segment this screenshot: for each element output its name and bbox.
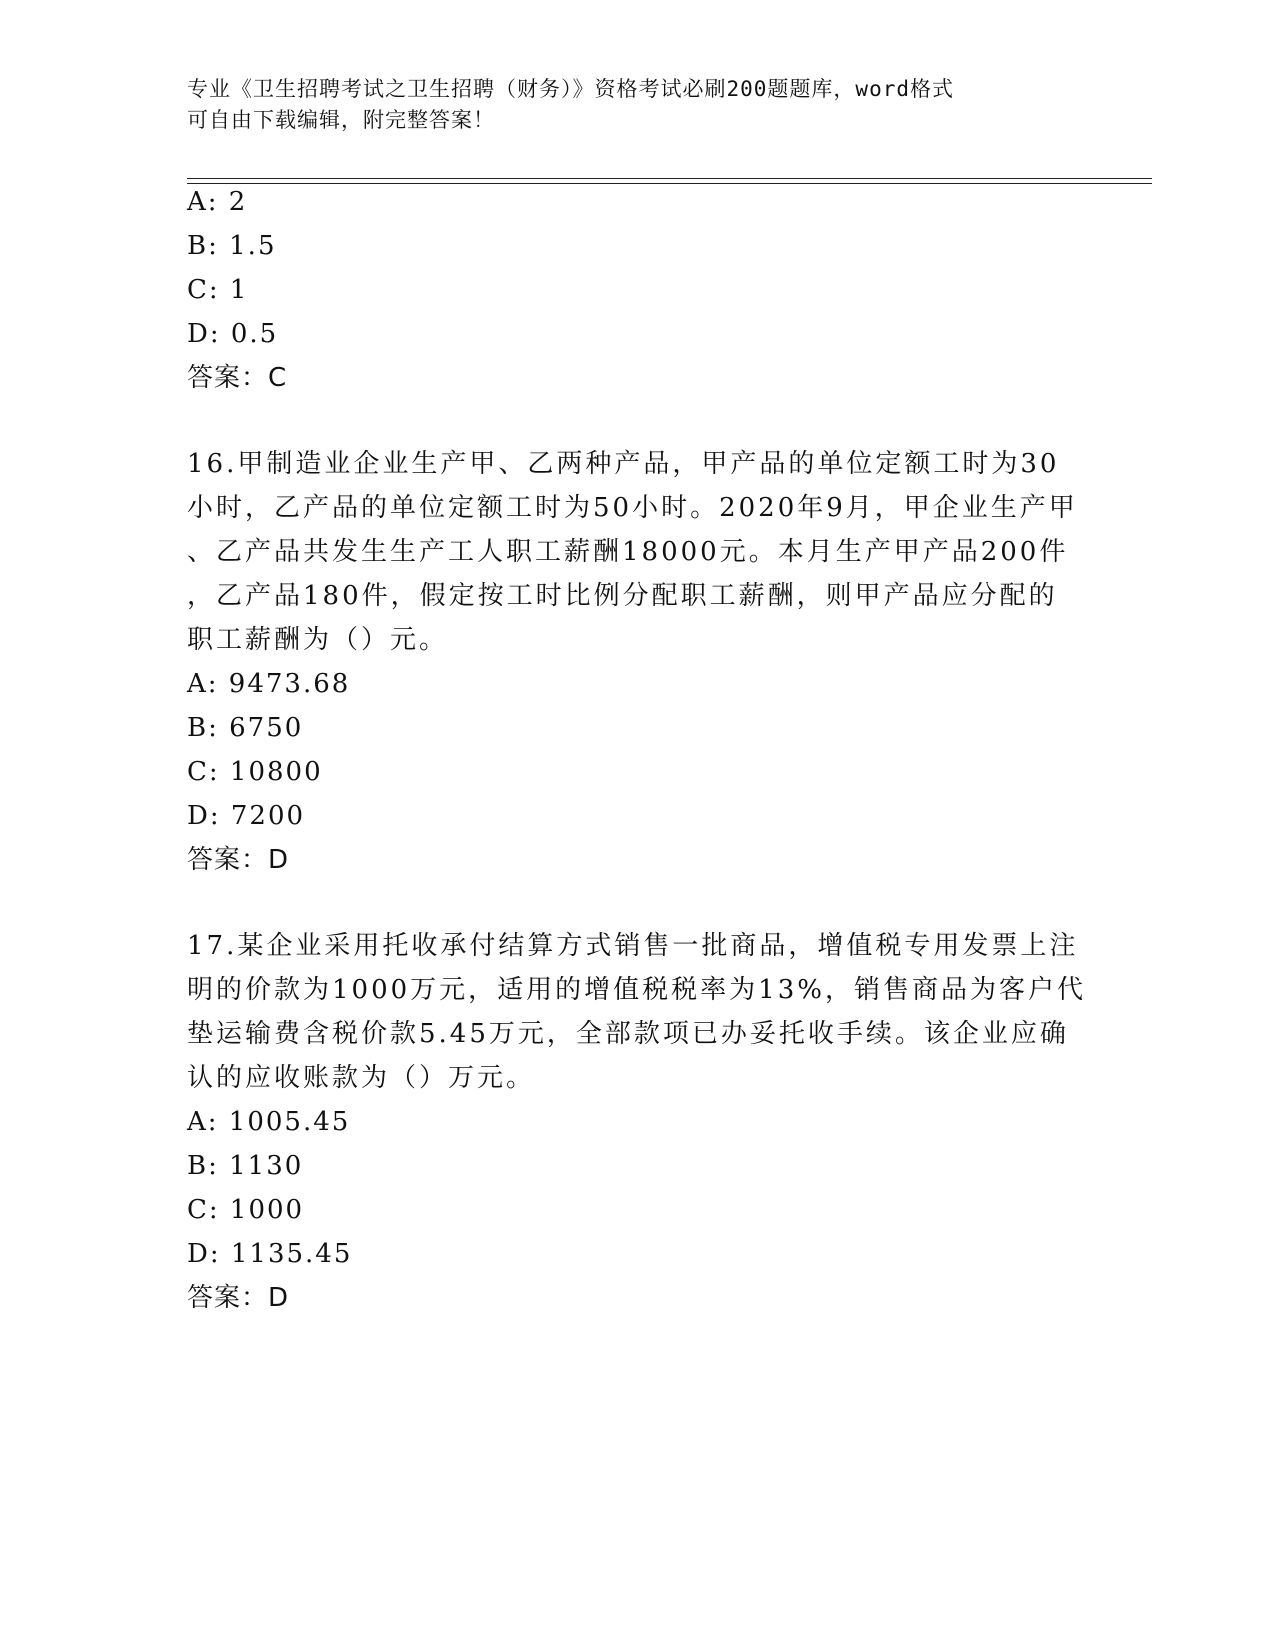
option-c: C: 1000 bbox=[187, 1195, 305, 1225]
option-c: C: 10800 bbox=[187, 757, 323, 787]
question-text-line: 垫运输费含税价款5.45万元，全部款项已办妥托收手续。该企业应确 bbox=[187, 1019, 1069, 1049]
header-divider-top bbox=[187, 178, 1152, 179]
question-text-line: 认的应收账款为（）万元。 bbox=[187, 1063, 536, 1093]
question-text-line: 17.某企业采用托收承付结算方式销售一批商品，增值税专用发票上注 bbox=[187, 931, 1079, 961]
answer-label: 答案：D bbox=[187, 845, 290, 875]
header-divider-bottom bbox=[187, 183, 1152, 184]
option-a: A: 9473.68 bbox=[187, 669, 351, 699]
header-line-2: 可自由下载编辑，附完整答案！ bbox=[187, 108, 495, 132]
question-text-line: 职工薪酬为（）元。 bbox=[187, 625, 449, 655]
answer-label: 答案：D bbox=[187, 1283, 290, 1313]
question-text-line: 小时，乙产品的单位定额工时为50小时。2020年9月，甲企业生产甲 bbox=[187, 493, 1078, 523]
option-d: D: 7200 bbox=[187, 801, 306, 831]
question-text-line: 明的价款为1000万元，适用的增值税税率为13%，销售商品为客户代 bbox=[187, 975, 1086, 1005]
option-c: C: 1 bbox=[187, 275, 249, 305]
answer-label: 答案：C bbox=[187, 363, 288, 393]
question-text-line: 16.甲制造业企业生产甲、乙两种产品，甲产品的单位定额工时为30 bbox=[187, 449, 1060, 479]
question-text-line: 、乙产品共发生生产工人职工薪酬18000元。本月生产甲产品200件 bbox=[187, 537, 1069, 567]
option-d: D: 1135.45 bbox=[187, 1239, 353, 1269]
option-a: A: 2 bbox=[187, 187, 248, 217]
document-header bbox=[187, 74, 1067, 136]
header-line-1: 专业《卫生招聘考试之卫生招聘（财务）》资格考试必刷200题题库，word格式 bbox=[187, 77, 954, 101]
option-b: B: 1130 bbox=[187, 1151, 304, 1181]
option-d: D: 0.5 bbox=[187, 319, 279, 349]
option-b: B: 1.5 bbox=[187, 231, 277, 261]
option-b: B: 6750 bbox=[187, 713, 304, 743]
option-a: A: 1005.45 bbox=[187, 1107, 351, 1137]
question-text-line: ，乙产品180件，假定按工时比例分配职工薪酬，则甲产品应分配的 bbox=[187, 581, 1058, 611]
